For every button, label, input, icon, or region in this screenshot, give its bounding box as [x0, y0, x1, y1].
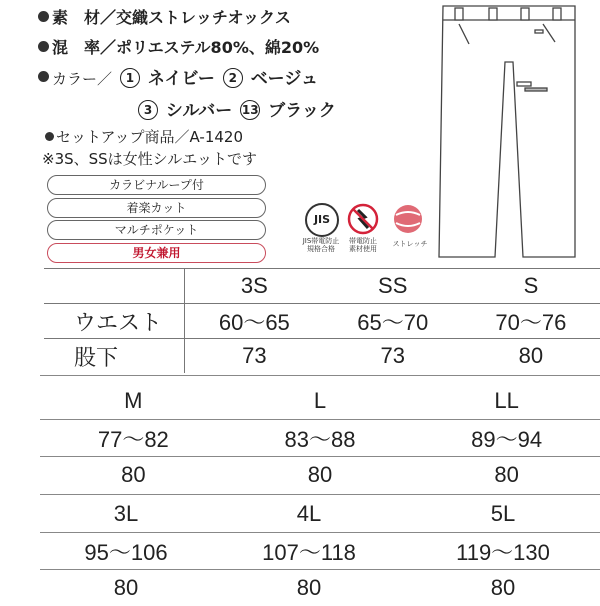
waist-cell: 95〜106 [40, 533, 212, 570]
color-number: 13 [240, 100, 260, 120]
inseam-cell: 80 [413, 457, 600, 494]
color-line-2 [136, 96, 336, 121]
size-table-bottom [40, 496, 600, 606]
size-header: SS [324, 269, 462, 304]
feature-carabiner-loop: カラビナループ付 [47, 175, 266, 195]
feature-multi-pocket: マルチポケット [47, 220, 266, 240]
corner-cell [44, 269, 185, 304]
jis-icon: JIS [305, 203, 339, 237]
divider [40, 494, 600, 495]
inseam-cell: 80 [40, 570, 212, 606]
bullet-icon [38, 71, 49, 82]
divider [40, 375, 600, 376]
waist-cell: 70〜76 [462, 304, 600, 339]
inseam-cell: 80 [227, 457, 414, 494]
bullet-icon [38, 41, 49, 52]
antistatic-icon [347, 203, 379, 235]
color-number: 1 [120, 68, 140, 88]
waist-cell: 60〜65 [185, 304, 324, 339]
size-header: S [462, 269, 600, 304]
color-line-1 [52, 64, 318, 89]
inseam-cell: 80 [406, 570, 600, 606]
color-number: 3 [138, 100, 158, 120]
stretch-icon [392, 203, 424, 235]
jis-caption: JIS帯電防止 規格合格 [296, 237, 346, 253]
inseam-cell: 80 [462, 339, 600, 374]
size-header: M [40, 383, 227, 420]
stretch-caption: ストレッチ [390, 240, 430, 248]
inseam-cell: 80 [40, 457, 227, 494]
pants-illustration [425, 2, 595, 264]
size-header: 5L [406, 496, 600, 533]
waist-cell: 119〜130 [406, 533, 600, 570]
waist-cell: 107〜118 [212, 533, 406, 570]
waist-cell: 83〜88 [227, 420, 414, 457]
waist-cell: 65〜70 [324, 304, 462, 339]
color-name: ブラック [268, 101, 336, 121]
waist-cell: 77〜82 [40, 420, 227, 457]
size-header: LL [413, 383, 600, 420]
waist-label: ウエスト [44, 304, 185, 339]
antistatic-caption: 帯電防止 素材使用 [340, 237, 386, 253]
color-number: 2 [223, 68, 243, 88]
bullet-icon [45, 132, 54, 141]
blend-spec: 混 率／ポリエステル80%、綿20% [52, 35, 319, 58]
feature-unisex: 男女兼用 [47, 243, 266, 263]
feature-easy-cut: 着楽カット [47, 198, 266, 218]
color-name: ネイビー [148, 69, 215, 89]
inseam-cell: 73 [324, 339, 462, 374]
size-table-middle [40, 383, 600, 493]
color-name: シルバー [166, 101, 232, 121]
silhouette-note: ※3S、SSは女性シルエットです [42, 148, 257, 169]
setup-product: セットアップ商品／A-1420 [56, 126, 243, 147]
waist-cell: 89〜94 [413, 420, 600, 457]
bullet-icon [38, 11, 49, 22]
size-header: 3L [40, 496, 212, 533]
inseam-label: 股下 [44, 339, 185, 374]
material-spec: 素 材／交織ストレッチオックス [52, 5, 291, 28]
color-label: カラー／ [52, 70, 112, 88]
inseam-cell: 73 [185, 339, 324, 374]
size-header: L [227, 383, 414, 420]
inseam-cell: 80 [212, 570, 406, 606]
size-header: 4L [212, 496, 406, 533]
size-header: 3S [185, 269, 324, 304]
color-name: ベージュ [251, 69, 318, 89]
size-table-top [44, 268, 600, 373]
